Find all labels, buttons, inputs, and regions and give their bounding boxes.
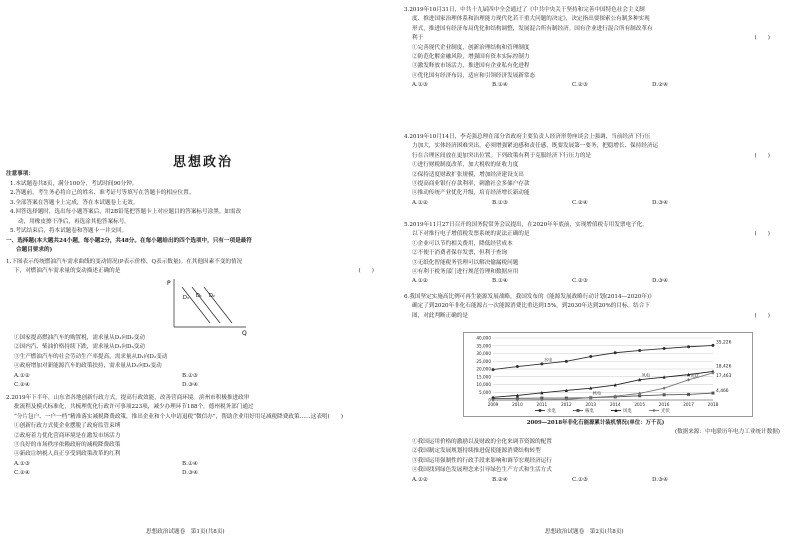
data-point [687, 393, 690, 396]
answer-paren: ( ) [358, 268, 374, 275]
graph-axis-p: P [167, 280, 171, 287]
data-point [539, 409, 542, 412]
answer-paren: ( ) [754, 152, 770, 159]
question-1 [6, 258, 392, 277]
notice-item: 5.考试结束后，将本试题卷和答题卡一并交回。 [10, 228, 128, 235]
choice-c[interactable]: C.②④ [14, 470, 30, 477]
page-title: 思想政治 [173, 155, 234, 170]
exam-page-2 [397, 0, 794, 543]
answer-paren: ( ) [754, 231, 770, 238]
choice-d[interactable]: D.③④ [652, 476, 669, 483]
question-stem: 3.2019年10月31日，中共十九届四中全会通过了《中共中央关于坚持和完善中国特色社会主义制 [404, 7, 645, 13]
question-stem: 度、推进国家治理体系和治理能力现代化若干重大问题的决定》，决定指出要探索公有制多种实现 [412, 16, 650, 23]
choice-b[interactable]: B.②④ [492, 476, 508, 483]
option-item: ④推动传统产业优化升级，培育经济增长新动能 [412, 190, 530, 197]
y-tick-label: 5,000 [479, 389, 491, 395]
data-point [540, 362, 543, 365]
data-point [663, 393, 666, 396]
option-item: ①创新行政方式使企业摆脱了政府监管束缚 [14, 423, 121, 430]
question-2 [6, 394, 392, 479]
choice-c[interactable]: C.②④ [572, 199, 588, 206]
chart-caption: 2009—2018年非化石能源累计装机情况(单位：万千瓦) [526, 420, 665, 426]
page-footer: 思想政治试题卷 第2页(共8页) [545, 529, 624, 535]
y-tick-label: 15,000 [476, 374, 491, 380]
question-4 [404, 133, 788, 208]
data-point [492, 368, 495, 371]
data-point [516, 365, 519, 368]
series-line [493, 393, 713, 399]
option-item: ④新政让纳税人真正享受到政策改革的红利 [14, 451, 121, 458]
option-item: ②防范化解金融风险，增强国有资本实际控制力 [412, 54, 530, 61]
choice-b[interactable]: B.①③ [182, 372, 198, 379]
chart-source: (数据来源：中电联历年电力工业统计数据) [674, 429, 780, 436]
choice-a[interactable]: A.①③ [14, 460, 30, 467]
data-point [663, 386, 666, 390]
option-item: ②不便于消费者保存发票，但利于查询 [412, 250, 508, 257]
option-item: ①企业可以节约相关费用，降低经营成本 [412, 240, 513, 247]
notice-heading: 注意事项： [6, 171, 34, 177]
choice-row [404, 81, 788, 90]
y-tick-label: 30,000 [476, 351, 491, 357]
choice-a[interactable]: A.①② [412, 199, 428, 206]
chart-y-ticks [476, 336, 491, 403]
option-item: ②我国制定发展规划持续推进促使能源消费结构转型 [412, 448, 541, 455]
legend-label: 风电 [623, 409, 632, 414]
y-tick-label: 0 [488, 397, 491, 403]
x-tick-label: 2010 [512, 402, 523, 407]
option-item: ①国家提高燃油汽车的购置税，需求量从D₁向D₂变动 [14, 335, 145, 341]
legend-label: 光伏 [661, 409, 670, 414]
option-item: ③激发释放市场活力，推进国有企业私有化进程 [412, 63, 530, 70]
x-tick-label: 2009 [487, 402, 499, 407]
answer-paren: ( ) [754, 312, 770, 319]
choice-a[interactable]: A.①③ [412, 82, 428, 89]
option-item: ②保持适度财政扩张规模，增加经济建设支出 [412, 171, 524, 178]
y-tick-label: 10,000 [476, 382, 491, 388]
question-5 [404, 221, 788, 287]
choice-d[interactable]: D.③④ [182, 470, 199, 477]
x-tick-label: 2015 [634, 402, 646, 407]
data-point [712, 344, 715, 347]
y-tick-label: 25,000 [476, 358, 491, 364]
energy-capacity-chart [463, 332, 753, 417]
notice-list [10, 180, 392, 236]
x-tick-label: 2013 [585, 402, 597, 407]
option-item: ③生产燃油汽车的社会劳动生产率提高，需求量从D₁向D₂变动 [14, 353, 168, 360]
choice-c[interactable]: C.②③ [572, 82, 588, 89]
answer-paren: ( ) [754, 35, 770, 42]
x-tick-label: 2011 [536, 402, 548, 407]
x-tick-label: 2016 [658, 402, 670, 407]
option-item: ③无纸化智能税务管理可以解决偷漏税问题 [412, 259, 519, 266]
question-stem: 图，对此判断正确的是 [412, 312, 468, 319]
x-tick-label: 2017 [683, 402, 694, 407]
demand-curve-graph [160, 277, 250, 337]
choice-d[interactable]: D.②④ [652, 82, 669, 89]
option-item: ②国内汽、柴油价格持续下跌，需求量从D₁向D₃变动 [14, 344, 145, 351]
y-tick-label: 40,000 [476, 335, 491, 341]
curve-label-d3: D₃ [183, 295, 189, 301]
y-tick-label: 35,000 [476, 343, 491, 349]
choice-b[interactable]: B.①④ [492, 82, 508, 89]
data-point [663, 347, 666, 350]
option-item: ④我国找到绿色发展理念来引导绿色生产方式和生活方式 [412, 467, 552, 474]
choice-c[interactable]: C.②④ [14, 382, 30, 389]
legend-label: 核电 [585, 409, 594, 414]
notice-item: 1.本试题卷共8页，满分100分，考试时间90分钟。 [10, 181, 138, 187]
notice-item: 2.答题前，考生务必将自己的姓名、准考证号等填写在答题卡的相应位置。 [10, 190, 195, 197]
option-item: ④有利于税务部门进行规范管理和数据应用 [412, 269, 519, 276]
question-stem: 行在合理区间放在更加突出位置。下列政策有利于克服经济下行压力的是 [412, 152, 592, 159]
data-point [638, 349, 641, 352]
choice-row [404, 199, 788, 208]
choice-row [14, 372, 392, 381]
option-item: ③我国运用强制性的行政手段来影响和调节宏观经济运行 [412, 457, 552, 464]
data-point [687, 345, 690, 348]
question-stem: 形式，推进国有经济布局优化和结构调整，发展混合所有制经济。国有企业进行混合所有制改革有 [412, 25, 653, 32]
choice-a[interactable]: A.①② [412, 476, 428, 483]
choice-a[interactable]: A.①② [14, 372, 30, 379]
chart-legend [535, 407, 670, 414]
notice-item: 4.回答选择题时，选出每小题答案后，用2B铅笔把答题卡上对应题目的答案标号涂黑。如需改 [10, 209, 242, 216]
legend-label: 水电 [547, 409, 556, 414]
question-stem: 5.2019年11月27日召开的国务院常务会议提出，在2020年年底前，实现增值税专用发票电子化。 [404, 222, 648, 228]
question-stem: 利于 [412, 35, 424, 42]
data-point [589, 355, 592, 358]
x-tick-label: 2018 [707, 402, 719, 407]
data-point [614, 351, 617, 354]
data-point [687, 378, 690, 382]
section-heading: 一、选择题(本大题共24小题，每小题2分，共48分。在每小题给出的四个选项中，只有一项是最符 合题目要求的) [6, 238, 252, 254]
notice-item: 3.全部答案在答题卡上完成，答在本试题卷上无效。 [10, 199, 139, 206]
curve-label-d2: D₂ [209, 293, 215, 299]
x-tick-label: 2014 [609, 402, 621, 407]
graph-axis-q: Q [242, 330, 247, 337]
end-value-label: 35,226 [716, 340, 732, 346]
x-tick-label: 2012 [560, 402, 572, 407]
end-value-label: 17,463 [716, 373, 732, 379]
chart-x-ticks [488, 402, 719, 407]
choice-a[interactable]: A.①② [412, 278, 428, 285]
choice-b[interactable]: B.①③ [492, 199, 508, 206]
question-stem: 以下对推行电子增值税发票系统的说法正确的是 [412, 231, 530, 238]
option-item: ④优化国有经济布局，适应和引领经济发展新常态 [412, 72, 536, 79]
question-stem: 1.下图表示传统燃油汽车需求曲线的变动情况(P表示价格，Q表示数量)。在其他因素不变的情况 [6, 259, 243, 265]
series-inline-label: 风电 [641, 372, 651, 378]
q6-options [412, 438, 788, 485]
q6-chart-caption-block [397, 419, 794, 438]
data-point [577, 409, 580, 412]
data-point [712, 392, 715, 395]
q1-options [14, 334, 392, 390]
question-stem: 下，对燃油汽车需求量的变动描述正确的是 [14, 268, 121, 275]
series-1 [492, 344, 715, 371]
choice-c[interactable]: C.①③ [572, 476, 588, 483]
option-item: ③提高商业银行存款利率，刺激社会多储户存款 [412, 181, 530, 188]
question-stem: 4.2019年10月14日，李克强总理在部分省政府主要负责人经济形势座谈会上强调，当前经济下行压 [404, 134, 651, 140]
option-item: ①进行财税制度改革，加大税收的征收力度 [412, 162, 519, 169]
data-point [653, 409, 656, 413]
question-3 [404, 6, 788, 91]
choice-row [412, 476, 788, 485]
question-stem: “分片包户、一户一档”精准落实减税降费政策，推出企业和个人申请退税“微信办”，帮助企业用好用足减税降费政策……这表明( ) [14, 413, 344, 420]
choice-row [6, 469, 392, 478]
series-inline-label: 水电 [543, 356, 553, 362]
question-stem: 2.2019年下半年，山东省各地创新行政方式，提高行政效能，改善营商环境。滨州市积极推进政审 [6, 395, 250, 401]
choice-d[interactable]: D.③④ [652, 199, 669, 206]
option-item: ②政府着力优化营商环境是在激发市场活力 [14, 432, 121, 439]
choice-d[interactable]: D.③④ [182, 382, 199, 389]
choice-d[interactable]: D.③④ [652, 278, 669, 285]
question-stem: 力加大，实体经济困难突出，必须增强紧迫感和责任感，既要发展第一要务，把稳增长、保持经济运 [412, 143, 659, 150]
series-line [493, 345, 713, 369]
choice-row [6, 460, 392, 469]
notice-item: 动，用橡皮擦干净后，再选涂其他答案标号。 [18, 218, 130, 225]
choice-b[interactable]: B.①④ [182, 460, 198, 467]
end-value-label: 18,426 [716, 364, 732, 370]
curve-label-d1: D₁ [196, 293, 202, 299]
question-6 [404, 293, 788, 321]
option-item: ④政府增加对新能源汽车的政策扶持，需求量从D₁向D₃变动 [14, 363, 162, 370]
series-inline-label: 核电 [592, 390, 602, 396]
option-item: ③良好的市场秩序依赖政府的减税降费政策 [14, 442, 121, 449]
choice-row [404, 277, 788, 286]
option-item: ①我国运用价格的激励以及财政的全化来调节资源的配置 [412, 439, 552, 445]
question-stem: 确定了到2020年非化石能源占一次能源消费比重达到15%，到2030年达到20%的目标。结合下 [412, 303, 650, 310]
y-tick-label: 20,000 [476, 366, 491, 372]
page-footer: 思想政治试题卷 第1页(共8页) [146, 529, 225, 535]
series-inline-label: 光伏 [690, 372, 699, 378]
choice-c[interactable]: C.②③ [572, 278, 588, 285]
end-value-label: 4,466 [716, 389, 729, 395]
question-stem: 6.我国坚定实施高比例可再生能源发展战略，我国发布的《能源发展战略行动计划(2014—2020年)》 [404, 294, 655, 300]
choice-row [14, 381, 392, 390]
data-point [565, 360, 568, 363]
option-item: ①完善现代企业制度，创新治理结构和管理制度 [412, 44, 530, 51]
choice-b[interactable]: B.①④ [492, 278, 508, 285]
question-stem: 批流程及模式标准化，共梳理优化行政许可事项223项，减少办理环节188个。德州税务部门通过 [14, 404, 254, 411]
